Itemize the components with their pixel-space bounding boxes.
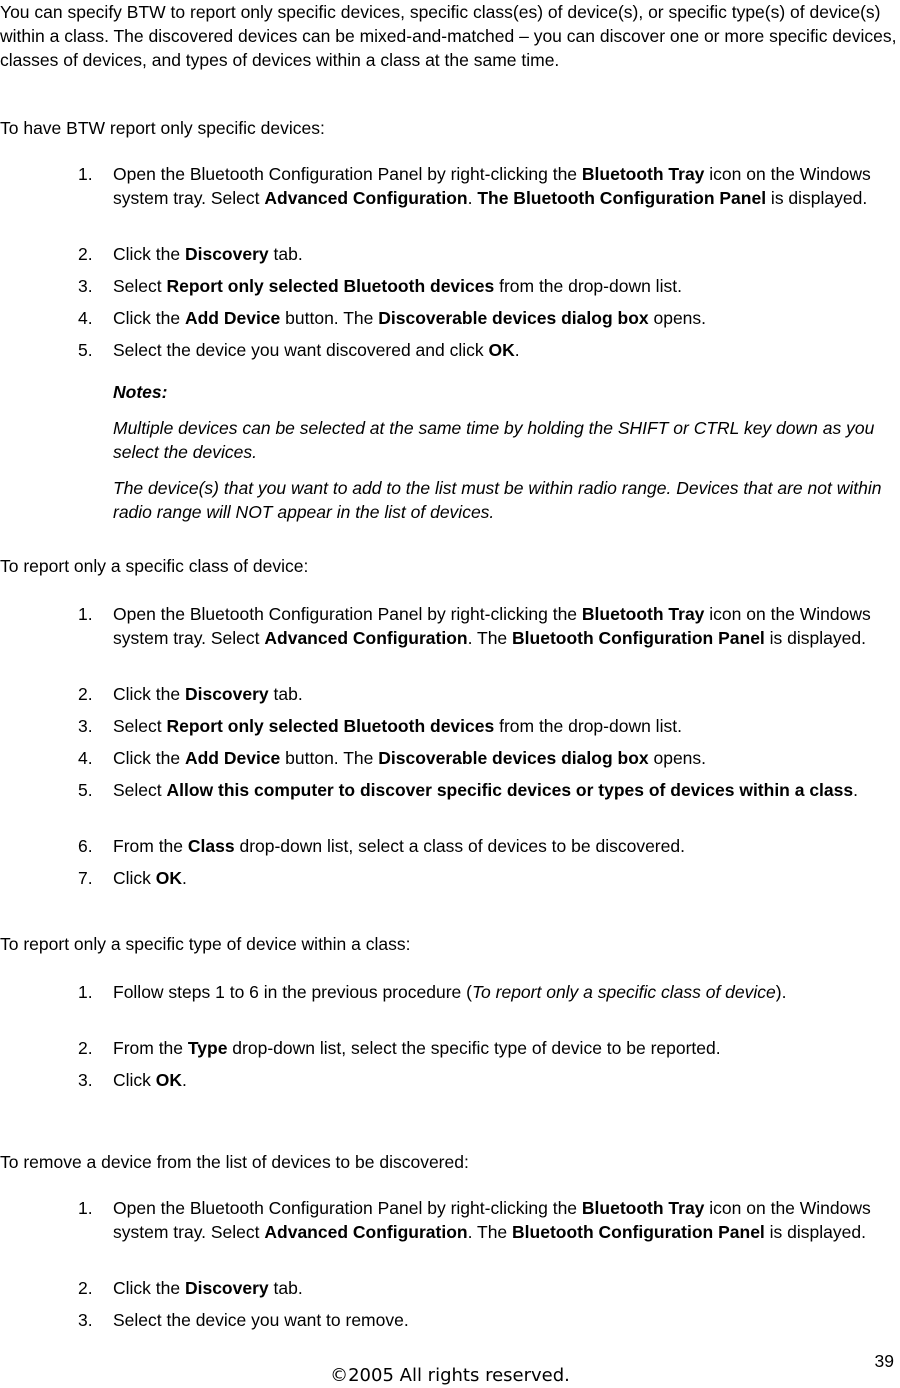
step-text (113, 866, 898, 890)
step-text-run: icon on the Windows system tray. Select (113, 1198, 871, 1242)
step-text (113, 274, 898, 298)
step-text-run: Select (113, 716, 167, 736)
step-text-run: opens. (648, 308, 707, 328)
step-text (113, 778, 898, 802)
section-heading: To report only a specific class of device: (0, 556, 309, 576)
step-number: 2. (78, 1038, 93, 1058)
step-text-run: From the (113, 1038, 188, 1058)
step-text-run: Select the device you want discovered and click (113, 340, 489, 360)
step-number: 6. (78, 836, 93, 856)
bold-term: Advanced Configuration (264, 628, 468, 648)
step-text-run: Open the Bluetooth Configuration Panel by right-clicking the (113, 164, 582, 184)
note-text: The device(s) that you want to add to the list must be within radio range. Devices that are not within radio range will NOT appear in the list of devices. (113, 478, 882, 522)
step-text-run: . (182, 868, 187, 888)
step-text-run: . (853, 780, 858, 800)
step-number: 4. (78, 748, 93, 768)
section-heading: To remove a device from the list of devices to be discovered: (0, 1152, 469, 1172)
step-text (113, 714, 898, 738)
step-text-run: Click the (113, 748, 185, 768)
step-text-run: Click (113, 868, 156, 888)
step-text-run: Click (113, 1070, 156, 1090)
step-number: 1. (78, 1198, 93, 1218)
step-text (113, 834, 898, 858)
step-text-run: drop-down list, select a class of devices to be discovered. (234, 836, 685, 856)
step-number: 5. (78, 340, 93, 360)
step-text-run: Click the (113, 1278, 185, 1298)
step-text-run: . (514, 340, 520, 360)
step-number: 5. (78, 780, 93, 800)
note-text: Multiple devices can be selected at the same time by holding the SHIFT or CTRL key down as you select the devices. (113, 418, 875, 462)
bold-term: Bluetooth Tray (581, 1198, 705, 1218)
step-number: 3. (78, 1310, 93, 1330)
step-text (113, 1276, 898, 1300)
bold-term: Advanced Configuration (264, 188, 468, 208)
step-number: 1. (78, 982, 93, 1002)
step-text-run: Click the (113, 308, 185, 328)
step-number: 7. (78, 868, 93, 888)
step-text (113, 306, 898, 330)
step-text-run: is displayed. (766, 188, 868, 208)
step-text (113, 602, 898, 650)
step-text (113, 746, 898, 770)
step-text (113, 1036, 898, 1060)
step-number: 4. (78, 308, 93, 328)
step-text-run: . (467, 188, 478, 208)
copyright-footer: ©2005 All rights reserved. (330, 1365, 570, 1386)
bold-term: Discovery (184, 244, 269, 264)
step-text (113, 242, 898, 266)
step-text (113, 338, 898, 362)
bold-term: OK (155, 868, 183, 888)
step-text-run: tab. (268, 244, 303, 264)
page-number: 39 (874, 1351, 894, 1371)
step-text-run: . (182, 1070, 187, 1090)
step-number: 3. (78, 716, 93, 736)
step-text-run: Select (113, 780, 167, 800)
bold-term: The Bluetooth Configuration Panel (477, 188, 767, 208)
step-text-run: from the drop-down list. (494, 716, 682, 736)
bold-term: Report only selected Bluetooth devices (166, 276, 495, 296)
step-text-run: icon on the Windows system tray. Select (113, 604, 871, 648)
step-number: 2. (78, 1278, 93, 1298)
step-text-run: . The (467, 1222, 513, 1242)
step-text-run: . The (467, 628, 513, 648)
step-text-run: is displayed. (764, 628, 866, 648)
bold-term: Add Device (184, 748, 281, 768)
bold-term: Advanced Configuration (264, 1222, 468, 1242)
step-text (113, 1308, 898, 1332)
step-text-run: tab. (268, 1278, 303, 1298)
bold-term: Bluetooth Configuration Panel (512, 1222, 765, 1242)
step-text-run: opens. (648, 748, 707, 768)
step-text-run: from the drop-down list. (494, 276, 682, 296)
step-number: 3. (78, 1070, 93, 1090)
bold-term: Report only selected Bluetooth devices (166, 716, 495, 736)
bold-term: Add Device (184, 308, 281, 328)
bold-term: Type (187, 1038, 228, 1058)
step-text-run: drop-down list, select the specific type of device to be reported. (227, 1038, 721, 1058)
bold-term: Bluetooth Tray (581, 604, 705, 624)
bold-term: Bluetooth Configuration Panel (512, 628, 765, 648)
step-text-run: Click the (113, 244, 185, 264)
bold-term: OK (155, 1070, 183, 1090)
step-text (113, 980, 898, 1004)
step-text-run: Open the Bluetooth Configuration Panel by right-clicking the (113, 1198, 582, 1218)
bold-term: Discovery (184, 1278, 269, 1298)
bold-term: Discoverable devices dialog box (378, 308, 649, 328)
step-text-run: is displayed. (764, 1222, 866, 1242)
bold-term: Bluetooth Tray (581, 164, 705, 184)
step-text-run: Click the (113, 684, 185, 704)
step-text-run: Select the device you want to remove. (113, 1310, 409, 1330)
step-number: 2. (78, 244, 93, 264)
bold-term: OK (488, 340, 515, 360)
step-text (113, 682, 898, 706)
step-text-run: button. The (280, 748, 379, 768)
step-text-run: Open the Bluetooth Configuration Panel by right-clicking the (113, 604, 582, 624)
step-text-run: tab. (268, 684, 303, 704)
step-number: 3. (78, 276, 93, 296)
bold-term: Discovery (184, 684, 269, 704)
italic-reference: To report only a specific class of device (471, 982, 776, 1002)
step-text-run: icon on the Windows system tray. Select (113, 164, 871, 208)
step-text (113, 1196, 898, 1244)
section-heading: To have BTW report only specific devices: (0, 118, 325, 138)
section-heading: To report only a specific type of device within a class: (0, 934, 411, 954)
step-number: 1. (78, 164, 93, 184)
step-text (113, 162, 898, 210)
bold-term: Discoverable devices dialog box (378, 748, 649, 768)
step-text (113, 1068, 898, 1092)
notes-label: Notes: (113, 382, 168, 402)
bold-term: Allow this computer to discover specific devices or types of devices within a class (166, 780, 854, 800)
step-text-run: button. The (280, 308, 379, 328)
step-number: 2. (78, 684, 93, 704)
step-text-run: From the (113, 836, 188, 856)
bold-term: Class (187, 836, 235, 856)
step-text-run: Follow steps 1 to 6 in the previous procedure ( (113, 982, 472, 1002)
intro-paragraph: You can specify BTW to report only specific devices, specific class(es) of device(s), or specific type(s) of device(s) within a class. The discovered devices can be mixed-and-matched – you can discover one or more specific devices, classes of devices, and types of devices within a class at the same time. (0, 2, 897, 70)
step-text-run: Select (113, 276, 167, 296)
step-number: 1. (78, 604, 93, 624)
step-text-run: ). (775, 982, 787, 1002)
